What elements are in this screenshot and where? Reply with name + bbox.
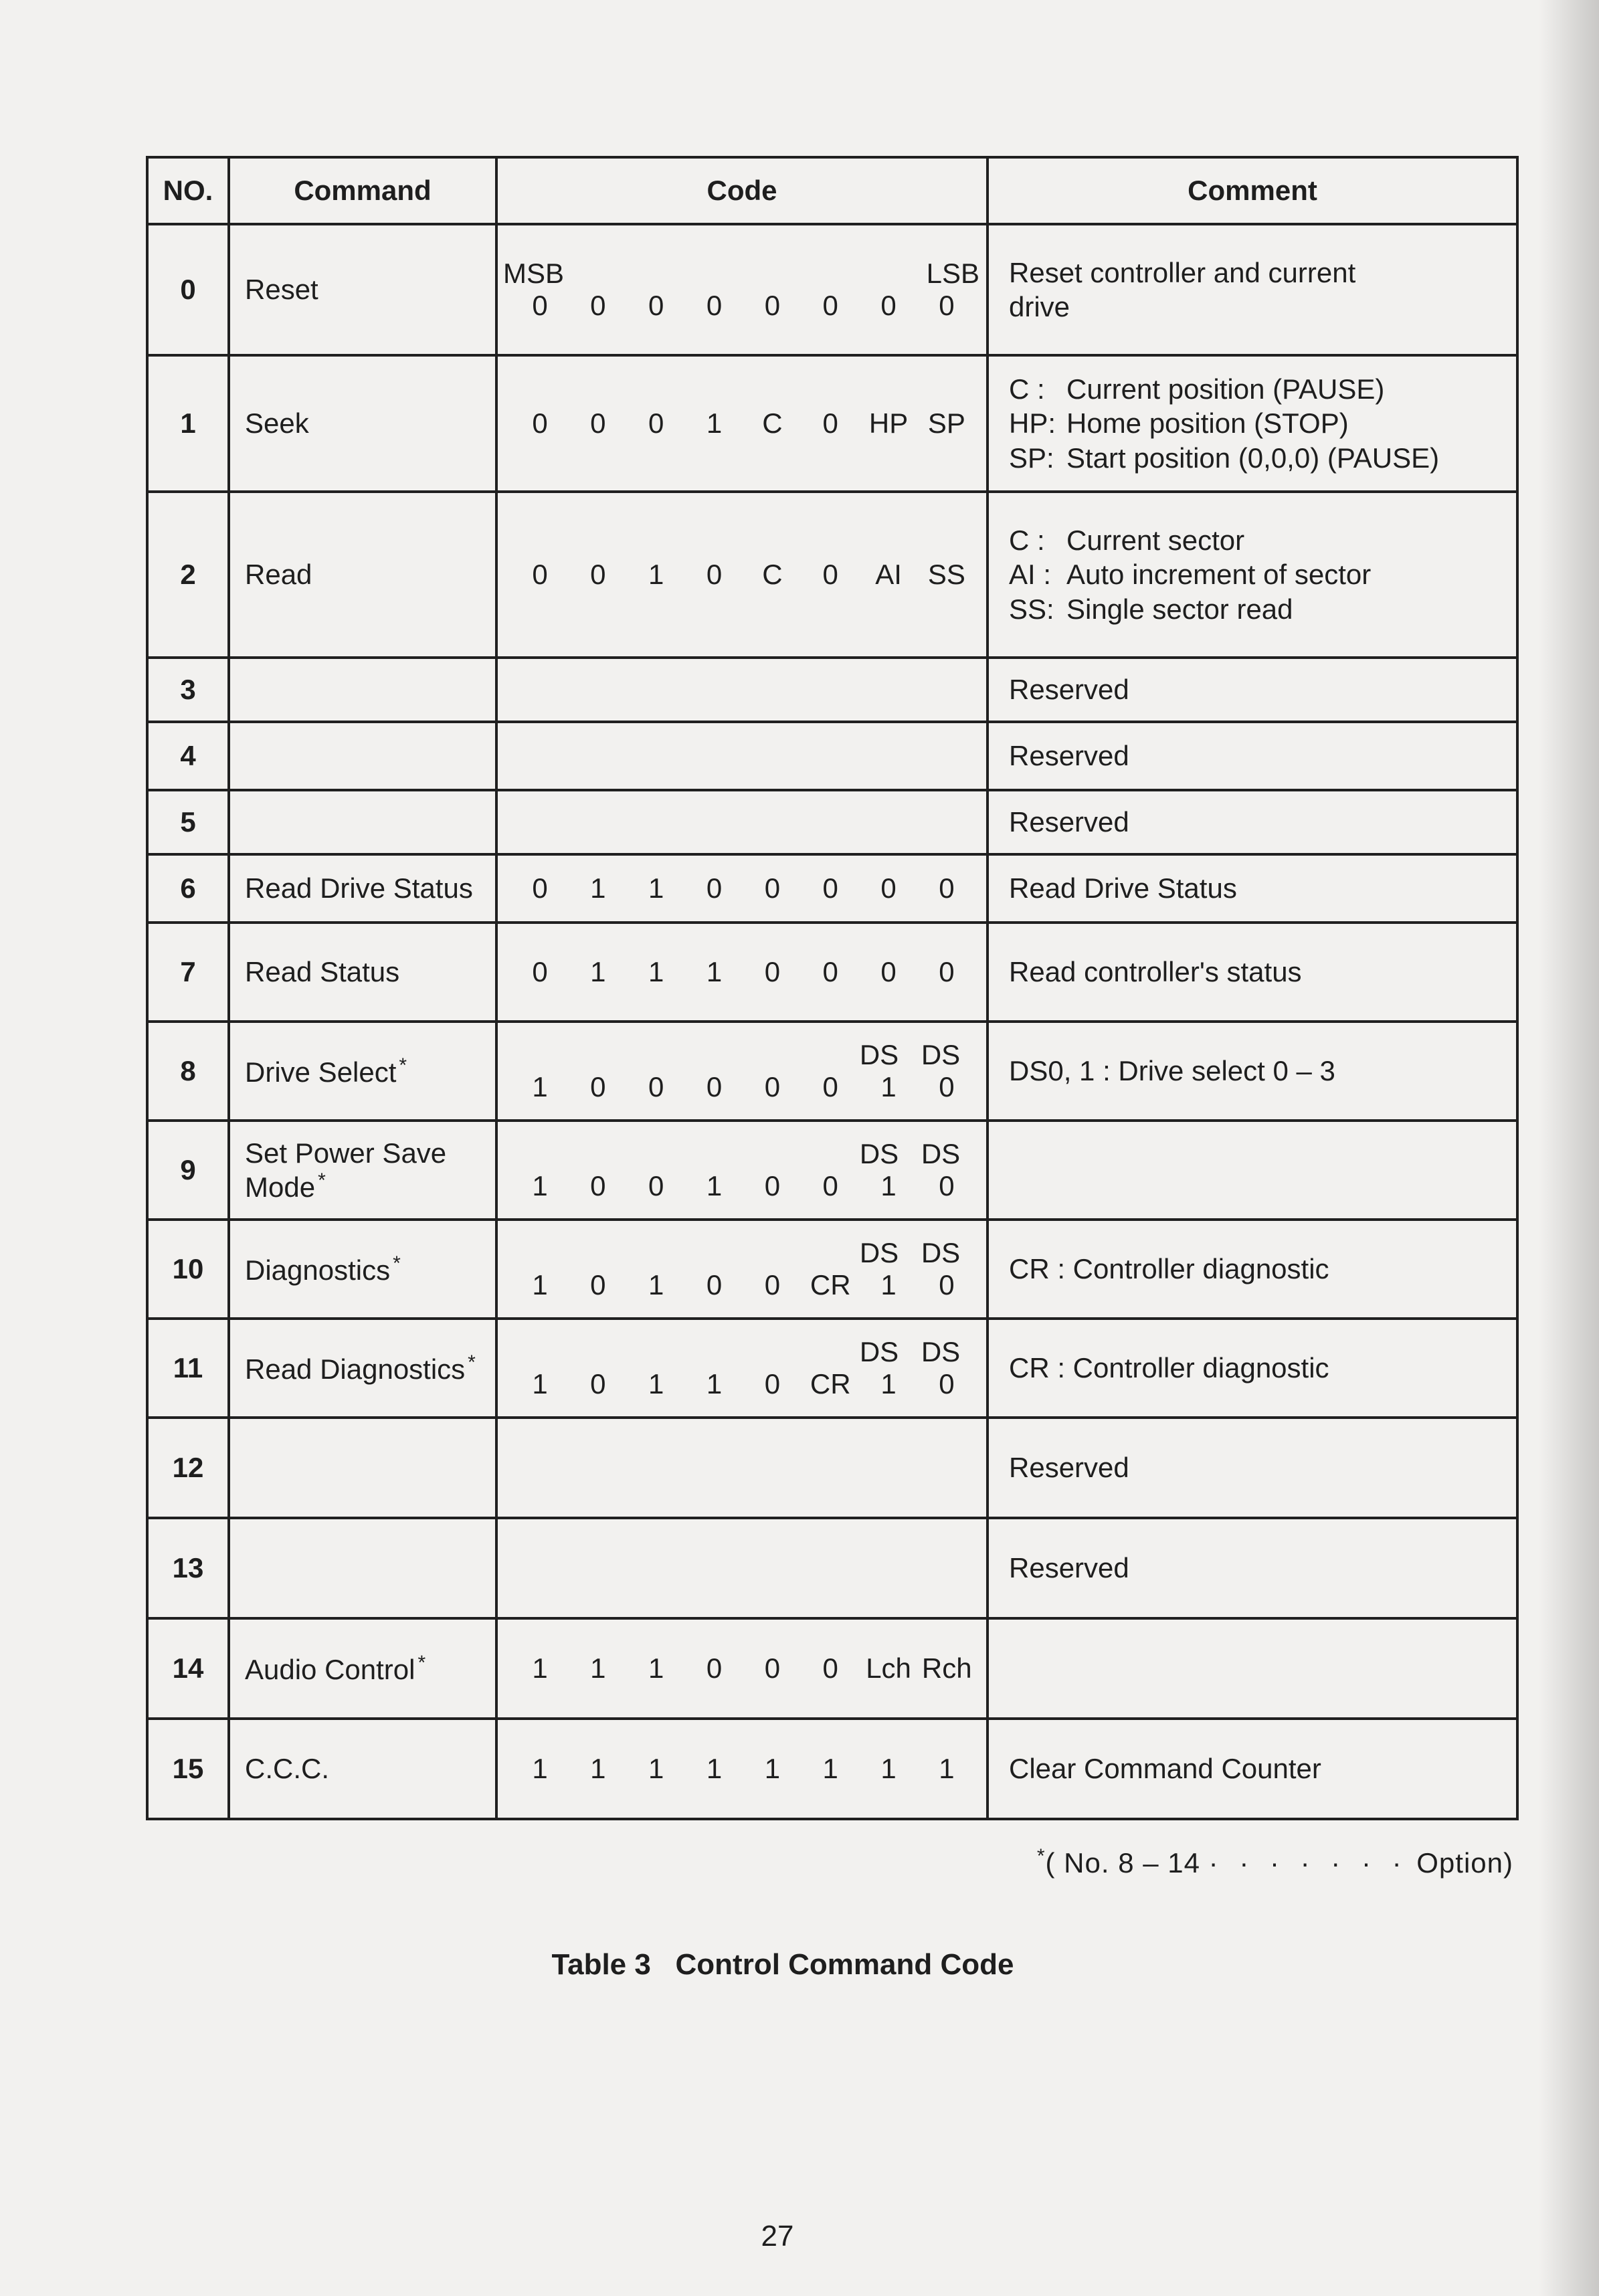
command-label: Seek [245,407,309,440]
comment-cell [987,658,1517,722]
bit-value: 1 [822,1753,838,1784]
bit-value: 0 [822,1170,838,1202]
control-command-table [146,156,1519,1820]
comment-cell [987,224,1517,355]
command-name [229,722,496,790]
option-star-mark: * [399,1054,407,1076]
comment-key: C : [1009,373,1045,405]
bit-value: 1 [532,1368,548,1400]
bit-row [498,290,986,322]
bit-value: 0 [939,1368,955,1400]
comment-text: drive [1009,291,1070,322]
table-body [147,224,1517,1819]
bit-value: 0 [939,1170,955,1202]
code-bits [496,492,987,658]
command-name [229,1121,496,1220]
comment-text: Home position (STOP) [1066,407,1349,440]
ds-label: DS [921,1039,961,1070]
command-label: Set Power Save Mode [245,1137,447,1203]
bit-value: 1 [648,872,664,904]
comment-cell [987,1022,1517,1121]
bit-value: 0 [590,1269,606,1301]
code-bits [496,658,987,722]
bit-value: 1 [648,1368,664,1400]
bit-value: 1 [648,559,664,590]
table-row [147,722,1517,790]
row-number: 14 [147,1618,229,1719]
comment-text: Reserved [1009,1552,1129,1584]
bit-value: 0 [648,290,664,321]
table-caption: Table 3 Control Command Code [551,1948,1014,1981]
row-number: 12 [147,1418,229,1518]
comment-key: C : [1009,524,1045,557]
bit-value: 1 [939,1753,955,1784]
table-row [147,1220,1517,1319]
comment-text: Read Drive Status [1009,872,1237,904]
bit-value: 0 [764,1170,781,1202]
table-row [147,1121,1517,1220]
bit-value: 0 [764,1071,781,1103]
bit-value: 0 [764,290,781,321]
comment-text: Reserved [1009,806,1129,838]
command-label: C.C.C. [245,1753,329,1785]
table-row [147,854,1517,923]
ds-label: DS [859,1039,899,1070]
comment-cell [987,1518,1517,1618]
comment-line [1009,672,1516,706]
header-no: NO. [147,157,229,224]
code-bits [496,355,987,492]
comment-line [1009,406,1516,440]
command-label: Diagnostics [245,1254,391,1286]
comment-text: Reset controller and current [1009,256,1356,288]
bit-value: 1 [648,1269,664,1301]
comment-cell [987,1618,1517,1719]
comment-text: DS0, 1 : Drive select 0 – 3 [1009,1055,1335,1087]
command-name [229,1022,496,1121]
bit-value: 1 [706,407,723,439]
command-name [229,355,496,492]
command-label: Read [245,559,312,591]
bit-value: 0 [880,872,897,904]
command-label: Audio Control [245,1653,415,1685]
row-number: 13 [147,1518,229,1618]
row-number: 6 [147,854,229,923]
ds-label: DS [859,1138,899,1169]
comment-cell [987,923,1517,1022]
bit-value: 0 [532,407,548,439]
comment-cell [987,1319,1517,1418]
bit-value: 1 [706,1368,723,1400]
header-code: Code [496,157,987,224]
comment-text: Single sector read [1066,593,1293,625]
table-row [147,1022,1517,1121]
bit-value: 0 [590,1170,606,1202]
table-header-row [147,157,1517,224]
bit-value: 0 [590,407,606,439]
command-name [229,1518,496,1618]
bit-value: AI [875,559,902,590]
ds-label: DS [859,1237,899,1268]
bit-value: 1 [648,1652,664,1684]
bit-value: 0 [822,956,838,987]
bit-value: 0 [532,559,548,590]
ds-label: DS [921,1138,961,1169]
code-bits [496,923,987,1022]
comment-cell [987,1220,1517,1319]
bit-value: 0 [532,956,548,987]
bit-row [498,1269,986,1301]
comment-text: Reserved [1009,674,1129,706]
code-bits [496,1121,987,1220]
ds-label: DS [859,1336,899,1367]
row-number: 9 [147,1121,229,1220]
bit-value: 0 [939,1071,955,1103]
bit-value: SP [927,407,965,439]
comment-cell [987,854,1517,923]
bit-value: 0 [590,1368,606,1400]
bit-row [498,1652,986,1685]
code-bits [496,1719,987,1819]
code-bits [496,1418,987,1518]
bit-value: 0 [532,290,548,321]
bit-value: 0 [706,290,723,321]
option-star-mark: * [468,1351,476,1373]
comment-key: AI : [1009,559,1052,591]
bit-row [498,1753,986,1785]
command-label: Drive Select [245,1056,397,1088]
table-row [147,923,1517,1022]
table-row [147,1618,1517,1719]
comment-line [1009,871,1516,905]
bit-value: 0 [880,956,897,987]
option-star-mark: * [417,1651,426,1674]
comment-cell [987,492,1517,658]
comment-line [1009,955,1516,989]
bit-row [498,956,986,988]
bit-value: 1 [590,1753,606,1784]
comment-cell [987,722,1517,790]
ds-labels [498,1237,986,1269]
comment-text: Auto increment of sector [1066,559,1372,591]
command-label: Reset [245,274,318,306]
bit-value: 1 [880,1753,897,1784]
bit-value: 0 [822,559,838,590]
command-name [229,1618,496,1719]
comment-line [1009,1054,1516,1088]
footnote-lead: ( No. 8 – 14 [1045,1847,1200,1879]
row-number: 3 [147,658,229,722]
comment-key: SS: [1009,593,1054,625]
bit-value: 0 [648,407,664,439]
bit-row [498,407,986,440]
lsb-label: LSB [926,258,979,289]
bit-value: 0 [764,956,781,987]
row-number: 1 [147,355,229,492]
comment-text: Reserved [1009,740,1129,772]
command-name [229,923,496,1022]
msb-lsb-labels [498,258,986,290]
bit-value: 0 [822,1652,838,1684]
table-row [147,658,1517,722]
bit-value: 1 [532,1652,548,1684]
bit-value: 0 [764,1652,781,1684]
bit-row [498,872,986,904]
footnote-dots: · · · · · · · [1208,1847,1408,1879]
code-bits [496,1022,987,1121]
bit-value: 1 [532,1753,548,1784]
msb-label: MSB [503,258,565,289]
bit-row [498,1170,986,1202]
command-name [229,1220,496,1319]
bit-value: 1 [590,956,606,987]
bit-value: 0 [590,1071,606,1103]
bit-value: SS [927,559,965,590]
comment-line [1009,557,1516,591]
comment-line [1009,1551,1516,1585]
code-bits [496,1319,987,1418]
ds-labels [498,1336,986,1368]
option-footnote [1034,1845,1513,1879]
comment-cell [987,1418,1517,1518]
option-star-mark: * [318,1169,326,1191]
code-bits [496,1220,987,1319]
table-row [147,1518,1517,1618]
bit-value: 0 [648,1071,664,1103]
comment-line [1009,523,1516,557]
comment-text: Current sector [1066,524,1245,557]
command-name [229,790,496,854]
bit-value: 0 [706,1652,723,1684]
row-number: 15 [147,1719,229,1819]
bit-value: 0 [764,872,781,904]
comment-cell [987,1719,1517,1819]
comment-line [1009,1351,1516,1385]
bit-value: 1 [532,1170,548,1202]
bit-value: 0 [706,1071,723,1103]
bit-value: 1 [880,1071,897,1103]
bit-value: 1 [880,1170,897,1202]
bit-value: C [762,407,783,439]
bit-row [498,559,986,591]
bit-value: 1 [648,1753,664,1784]
comment-cell [987,790,1517,854]
comment-text: CR : Controller diagnostic [1009,1253,1329,1285]
comment-key: SP: [1009,442,1054,474]
bit-value: 0 [706,872,723,904]
row-number: 0 [147,224,229,355]
bit-value: 0 [939,956,955,987]
comment-text: Start position (0,0,0) (PAUSE) [1066,442,1440,474]
table-row [147,492,1517,658]
bit-value: 1 [706,956,723,987]
code-bits [496,1618,987,1719]
bit-value: 0 [706,1269,723,1301]
row-number: 7 [147,923,229,1022]
bit-value: 1 [590,872,606,904]
comment-line [1009,1751,1516,1786]
page-number: 27 [761,2220,794,2253]
command-name [229,1719,496,1819]
bit-value: 1 [532,1071,548,1103]
comment-line [1009,805,1516,839]
bit-value: C [762,559,783,590]
command-name [229,492,496,658]
comment-text: Reserved [1009,1452,1129,1484]
row-number: 8 [147,1022,229,1121]
bit-value: 0 [939,1269,955,1301]
bit-value: 0 [822,1071,838,1103]
bit-value: 1 [590,1652,606,1684]
table-row [147,1319,1517,1418]
bit-value: 0 [822,290,838,321]
bit-value: 0 [590,559,606,590]
row-number: 5 [147,790,229,854]
bit-value: 0 [764,1269,781,1301]
table-row [147,790,1517,854]
bit-value: HP [868,407,909,439]
ds-label: DS [921,1237,961,1268]
bit-value: 0 [706,559,723,590]
command-name [229,658,496,722]
row-number: 2 [147,492,229,658]
bit-value: 0 [939,290,955,321]
command-name [229,1319,496,1418]
bit-value: 0 [590,290,606,321]
bit-value: Rch [921,1652,972,1684]
ds-labels [498,1138,986,1170]
footnote-star: * [1036,1845,1046,1867]
bit-value: 0 [648,1170,664,1202]
code-bits [496,224,987,355]
comment-line [1009,739,1516,773]
bit-value: CR [810,1269,851,1301]
command-label: Read Drive Status [245,872,473,904]
header-comment: Comment [987,157,1517,224]
code-bits [496,722,987,790]
bit-value: 0 [880,290,897,321]
footnote-tail: Option) [1416,1847,1513,1879]
comment-line [1009,290,1516,324]
comment-line [1009,1450,1516,1485]
bit-value: 1 [764,1753,781,1784]
code-bits [496,1518,987,1618]
row-number: 10 [147,1220,229,1319]
row-number: 4 [147,722,229,790]
option-star-mark: * [393,1252,401,1274]
bit-value: 1 [706,1170,723,1202]
row-number: 11 [147,1319,229,1418]
bit-value: 1 [880,1368,897,1400]
table-row [147,1719,1517,1819]
code-bits [496,790,987,854]
comment-line [1009,592,1516,626]
command-label: Read Status [245,956,400,988]
ds-label: DS [921,1336,961,1367]
comment-line [1009,256,1516,290]
comment-key: HP: [1009,407,1056,440]
comment-text: Current position (PAUSE) [1066,373,1385,405]
command-label: Read Diagnostics [245,1353,466,1385]
command-name [229,1418,496,1518]
bit-value: Lch [866,1652,911,1684]
comment-text: Clear Command Counter [1009,1753,1321,1785]
comment-line [1009,1252,1516,1286]
comment-line [1009,372,1516,406]
command-name [229,224,496,355]
bit-row [498,1071,986,1103]
bit-row [498,1368,986,1400]
comment-cell [987,355,1517,492]
command-name [229,854,496,923]
table-row [147,224,1517,355]
comment-line [1009,441,1516,475]
code-bits [496,854,987,923]
header-command: Command [229,157,496,224]
bit-value: 0 [764,1368,781,1400]
table-row [147,355,1517,492]
bit-value: CR [810,1368,851,1400]
ds-labels [498,1039,986,1071]
bit-value: 1 [880,1269,897,1301]
bit-value: 1 [648,956,664,987]
bit-value: 0 [532,872,548,904]
comment-text: CR : Controller diagnostic [1009,1352,1329,1384]
comment-text: Read controller's status [1009,956,1302,988]
bit-value: 0 [822,872,838,904]
bit-value: 0 [939,872,955,904]
bit-value: 0 [822,407,838,439]
table-row [147,1418,1517,1518]
comment-cell [987,1121,1517,1220]
bit-value: 1 [532,1269,548,1301]
bit-value: 1 [706,1753,723,1784]
